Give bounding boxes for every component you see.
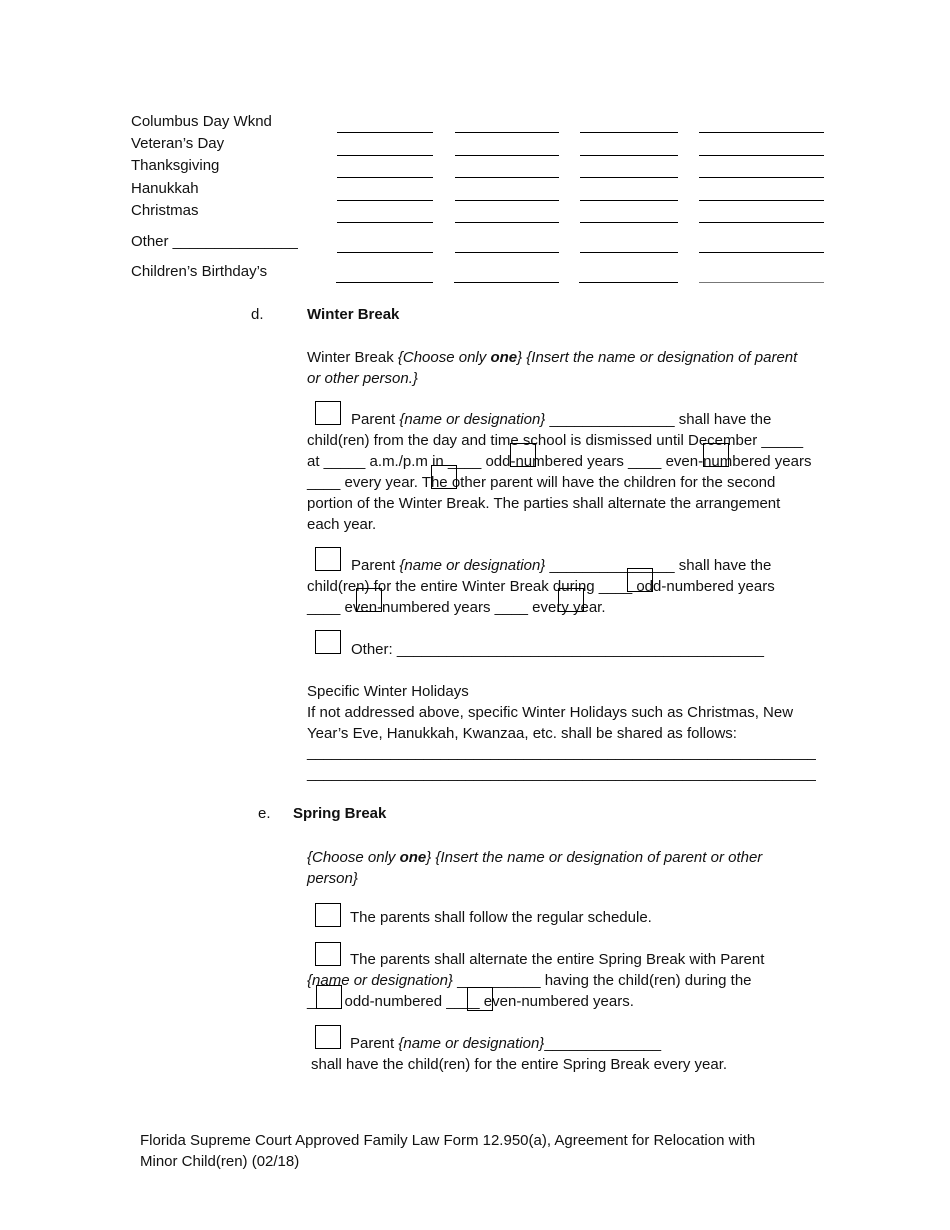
checkbox[interactable]: [315, 1025, 341, 1049]
spring-option-3-line-1: Parent {name or designation}______________: [350, 1035, 662, 1052]
winter-option-3: Other: ____________________________________________: [351, 641, 764, 658]
holiday-label: Columbus Day Wknd: [131, 113, 272, 130]
blank-line[interactable]: [699, 222, 824, 223]
blank-line[interactable]: [580, 155, 678, 156]
blank-line[interactable]: [580, 200, 678, 201]
spring-intro: {Choose only one} {Insert the name or designation of parent or other person}: [307, 849, 763, 887]
blank-line[interactable]: [337, 222, 433, 223]
blank-line[interactable]: [580, 132, 678, 133]
blank-line[interactable]: [699, 177, 824, 178]
blank-line[interactable]: [337, 177, 433, 178]
holiday-label: Other _______________: [131, 233, 298, 250]
holiday-label: Thanksgiving: [131, 157, 220, 174]
section-heading: Winter Break: [307, 306, 400, 323]
checkbox[interactable]: [315, 942, 341, 966]
blank-line[interactable]: [337, 132, 433, 133]
blank-line[interactable]: [454, 282, 559, 283]
blank-line[interactable]: [579, 282, 678, 283]
blank-line[interactable]: [455, 252, 559, 253]
spring-option-2-line-1: The parents shall alternate the entire Spring Break with Parent: [350, 951, 765, 968]
checkbox[interactable]: [431, 465, 457, 489]
winter-option-1: Parent {name or designation} _______________ shall have the child(ren) from the day and time school is dismissed until December _____ at _____ a.m./p.m in ____ odd-numbered years ____ even-numbered years ____ every year. The other parent will have the children for the second portion of the Winter Break. The parties shall alternate the arrangement each year.: [307, 411, 812, 533]
blank-line[interactable]: [455, 177, 559, 178]
holiday-label: Veteran’s Day: [131, 135, 225, 152]
checkbox[interactable]: [558, 588, 584, 612]
blank-line[interactable]: [699, 200, 824, 201]
blank-line[interactable]: [699, 282, 824, 283]
section-letter: d.: [251, 306, 264, 323]
holiday-label: Children’s Birthday’s: [131, 263, 268, 280]
holiday-label: Christmas: [131, 202, 199, 219]
spring-option-2-line-3: ____ odd-numbered ____ even-numbered years.: [307, 993, 634, 1010]
blank-line[interactable]: [337, 252, 433, 253]
blank-line[interactable]: [455, 200, 559, 201]
blank-line[interactable]: [337, 200, 433, 201]
blank-line[interactable]: [580, 177, 678, 178]
footer-line-1: Florida Supreme Court Approved Family Law Form 12.950(a), Agreement for Relocation with: [140, 1132, 756, 1149]
specific-winter-text: If not addressed above, specific Winter Holidays such as Christmas, New Year’s Eve, Hanukkah, Kwanzaa, etc. shall be shared as follows:: [307, 704, 794, 742]
blank-line-text[interactable]: _____________________________________________________________: [307, 744, 816, 761]
specific-winter-title: Specific Winter Holidays: [307, 683, 469, 700]
checkbox[interactable]: [510, 443, 536, 467]
checkbox[interactable]: [316, 985, 342, 1009]
blank-line[interactable]: [580, 252, 678, 253]
winter-intro: Winter Break {Choose only one} {Insert the name or designation of parent or other person.}: [307, 349, 798, 387]
winter-option-2: Parent {name or designation} _______________ shall have the child(ren) for the entire Winter Break during ____ odd-numbered years ____ even-numbered years ____ every year.: [307, 557, 775, 616]
footer-line-2: Minor Child(ren) (02/18): [140, 1153, 300, 1170]
blank-line[interactable]: [699, 132, 824, 133]
blank-line[interactable]: [699, 252, 824, 253]
blank-line-text[interactable]: _____________________________________________________________: [307, 765, 816, 782]
checkbox[interactable]: [315, 401, 341, 425]
blank-line[interactable]: [455, 132, 559, 133]
checkbox[interactable]: [315, 903, 341, 927]
checkbox[interactable]: [703, 443, 729, 467]
checkbox[interactable]: [315, 630, 341, 654]
blank-line[interactable]: [337, 155, 433, 156]
spring-option-1: The parents shall follow the regular schedule.: [350, 909, 652, 926]
blank-line[interactable]: [336, 282, 433, 283]
checkbox[interactable]: [467, 987, 493, 1011]
blank-line[interactable]: [455, 222, 559, 223]
blank-line[interactable]: [699, 155, 824, 156]
section-letter: e.: [258, 805, 271, 822]
spring-option-2-line-2: {name or designation} __________ having the child(ren) during the: [307, 972, 752, 989]
section-heading: Spring Break: [293, 805, 387, 822]
checkbox[interactable]: [627, 568, 653, 592]
holiday-label: Hanukkah: [131, 180, 199, 197]
blank-line[interactable]: [580, 222, 678, 223]
spring-option-3-line-2: shall have the child(ren) for the entire Spring Break every year.: [311, 1056, 728, 1073]
checkbox[interactable]: [315, 547, 341, 571]
blank-line[interactable]: [455, 155, 559, 156]
checkbox[interactable]: [356, 588, 382, 612]
